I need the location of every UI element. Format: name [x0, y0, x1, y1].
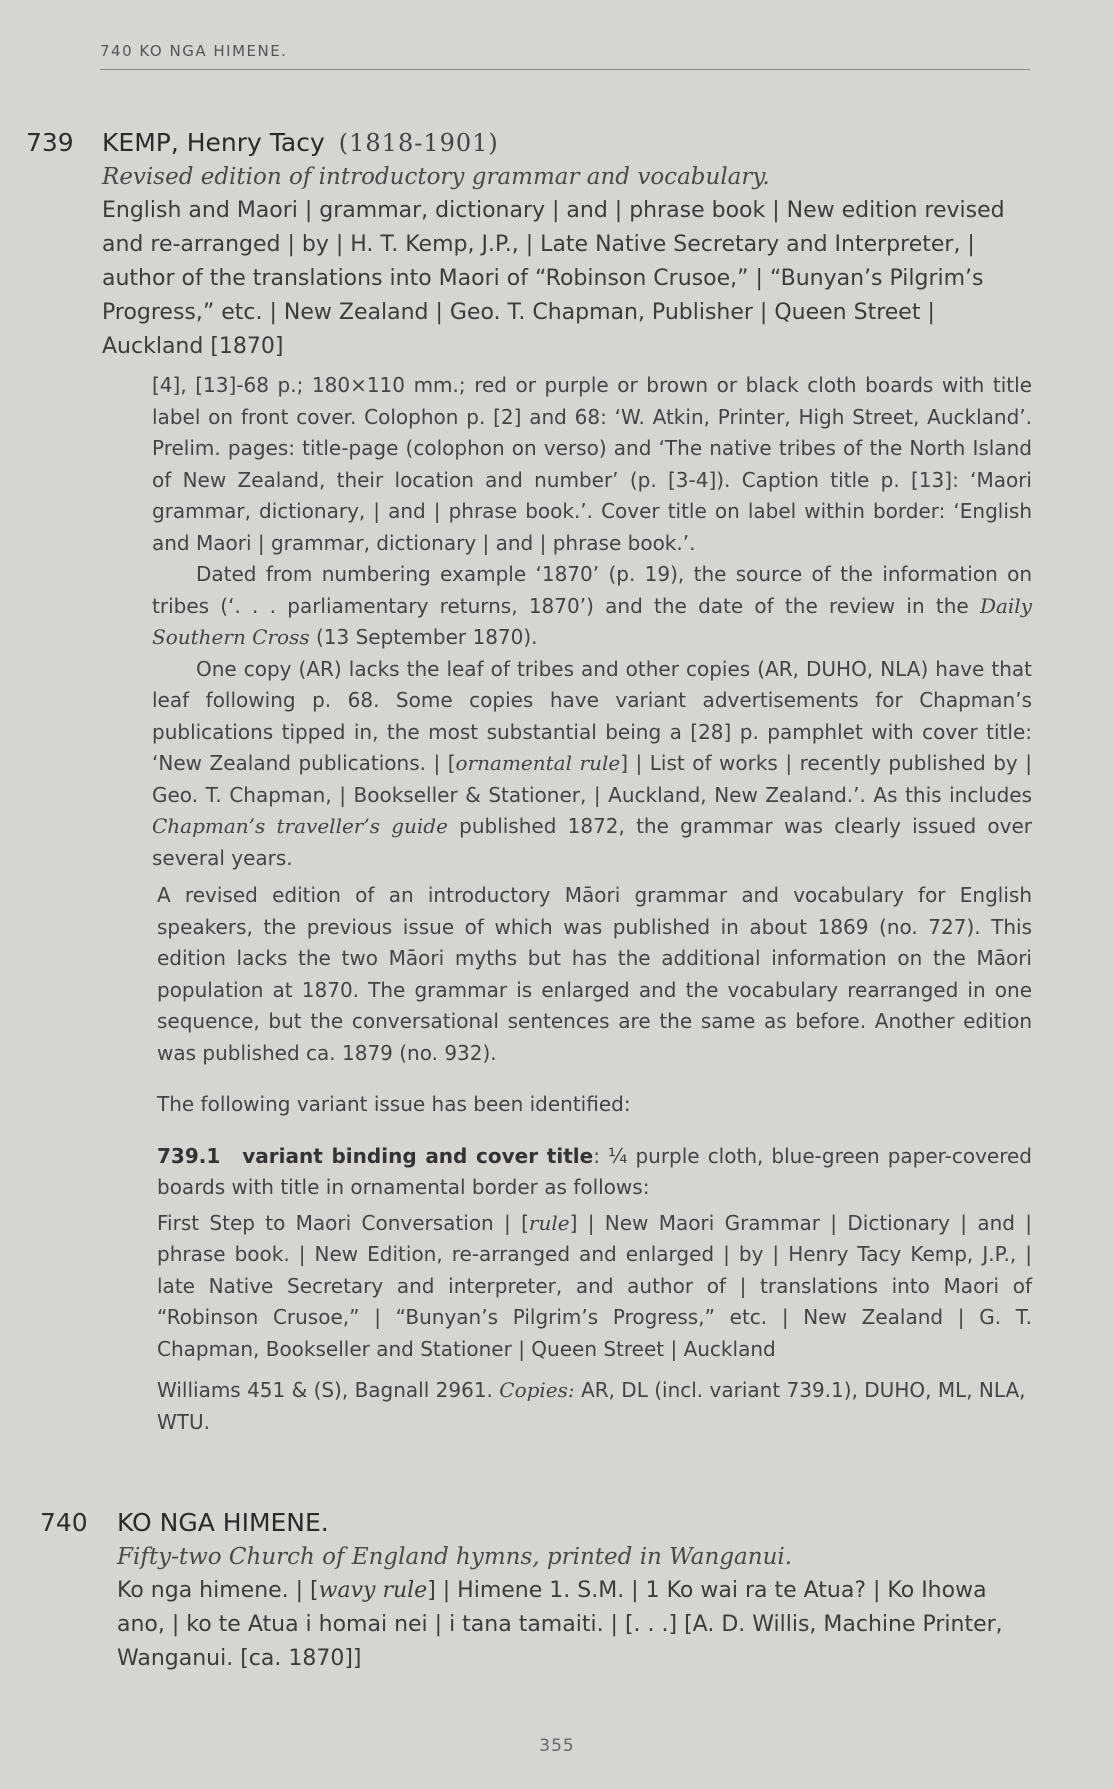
collation-note: [4], [13]-68 p.; 180×110 mm.; red or purple or brown or black cloth boards with title label on front cover. Colophon p. [2] and 68: ‘W. Atkin, Printer, High Street, Auckland’. Prelim. pages: title-page (colophon on verso) and ‘The native tribes of the North Island of New Zealand, their location and number’ (p. [3-4]). Caption title p. [13]: ‘Maori grammar, dictionary, | and | phrase book.’. Cover title on label within border: ‘English and Maori | grammar, dictionary | and | phrase book.’.: [152, 373, 1032, 555]
short-title: Fifty-two Church of England hymns, printed in Wanganui.: [117, 1544, 793, 1570]
variant-739-1: [157, 1141, 1032, 1366]
entry-number: 739: [26, 128, 74, 157]
copies-text-2: ] | List of works | recently published by | Geo. T. Chapman, | Bookseller & Stationer, | Auckland, New Zealand.’. As this includes: [152, 751, 1032, 807]
cover-text-2: ] | New Maori Grammar | Dictionary | and | phrase book. | New Edition, re-arranged and enlarged | by | Henry Tacy Kemp, J.P., | late Native Secretary and interpreter, and author of | translations into Maori of “Robinson Crusoe,” | “Bunyan’s Pilgrim’s Progress,” etc. | New Zealand | G. T. Chapman, Bookseller and Stationer | Queen Street | Auckland: [157, 1210, 1033, 1361]
copies-note: [152, 654, 1032, 875]
variant-number: 739.1: [157, 1143, 221, 1168]
variant-heading: [157, 1141, 1032, 1204]
transcription-text-1: Ko nga himene. | [: [117, 1578, 319, 1603]
description-paragraph: A revised edition of an introductory Māori grammar and vocabulary for English speakers, the previous issue of which was published in about 1869 (no. 727). This edition lacks the two Māori myths but has the additional information on the Māori population at 1870. The grammar is enlarged and the vocabulary rearranged in one sequence, but the conversational sentences are the same as before. Another edition was published ca. 1879 (no. 932).: [157, 883, 1032, 1065]
variant-cover-title: [157, 1208, 1032, 1366]
bibliographic-notes: [152, 370, 1032, 874]
journal-title: Daily Southern Cross: [152, 593, 1032, 649]
author-dates: (1818-1901): [338, 129, 499, 157]
entry-author: KEMP, Henry Tacy: [102, 128, 325, 157]
title-transcription: [117, 1574, 1036, 1676]
wavy-rule-label: wavy rule: [318, 1578, 428, 1603]
entry-740: [40, 1506, 1036, 1676]
copies-text-3: published 1872, the grammar was clearly issued over several years.: [152, 814, 1033, 870]
variant-text: : ¼ purple cloth, blue-green paper-covered boards with title in ornamental border as follows:: [157, 1143, 1032, 1199]
dating-text: Dated from numbering example ‘1870’ (p. 19), the source of the information on tribes (‘. . . parliamentary returns, 1870’) and the date of the review in the: [152, 562, 1032, 618]
entry-heading: [40, 1506, 1036, 1540]
guide-title: Chapman’s traveller’s guide: [152, 814, 448, 838]
copies-label: Copies:: [499, 1378, 575, 1402]
references: [157, 1375, 1032, 1438]
short-title: Revised edition of introductory grammar and vocabulary.: [102, 164, 770, 190]
dating-text-end: (13 September 1870).: [309, 625, 538, 649]
cover-rule-label: rule: [528, 1210, 570, 1235]
page-number: 355: [539, 1736, 575, 1756]
cover-text-1: First Step to Maori Conversation | [: [157, 1210, 529, 1235]
copies-list: AR, DL (incl. variant 739.1), DUHO, ML, NLA, WTU.: [157, 1378, 1026, 1434]
entry-heading: [26, 126, 1036, 160]
variant-label: variant binding and cover title: [242, 1143, 594, 1168]
variant-intro: The following variant issue has been identified:: [157, 1092, 631, 1116]
entry-739: [26, 126, 1036, 1438]
copies-text-1: One copy (AR) lacks the leaf of tribes and other copies (AR, DUHO, NLA) have that leaf following p. 68. Some copies have variant advertisements for Chapman’s publications tipped in, the most substantial being a [28] p. pamphlet with cover title: ‘New Zealand publications. | [: [152, 656, 1032, 775]
transcription-text-2: ] | Himene 1. S.M. | 1 Ko wai ra te Atua? | Ko Ihowa ano, | ko te Atua i homai nei | i tana tamaiti. | [. . .] [A. D. Willis, Machine Printer, Wanganui. [ca. 1870]]: [117, 1578, 1003, 1671]
title-transcription: English and Maori | grammar, dictionary | and | phrase book | New edition revised and re-arranged | by | H. T. Kemp, J.P., | Late Native Secretary and Interpreter, | author of the translations into Maori of “Robinson Crusoe,” | “Bunyan’s Pilgrim’s Progress,” etc. | New Zealand | Geo. T. Chapman, Publisher | Queen Street | Auckland [1870]: [102, 198, 1005, 359]
entry-title: KO NGA HIMENE.: [117, 1508, 329, 1537]
dating-note: [152, 559, 1032, 654]
ornamental-rule-label: ornamental rule: [455, 751, 621, 775]
reference-text: Williams 451 & (S), Bagnall 2961.: [157, 1378, 500, 1402]
entry-number: 740: [40, 1508, 88, 1537]
running-head: 740 KO NGA HIMENE.: [100, 42, 1030, 70]
